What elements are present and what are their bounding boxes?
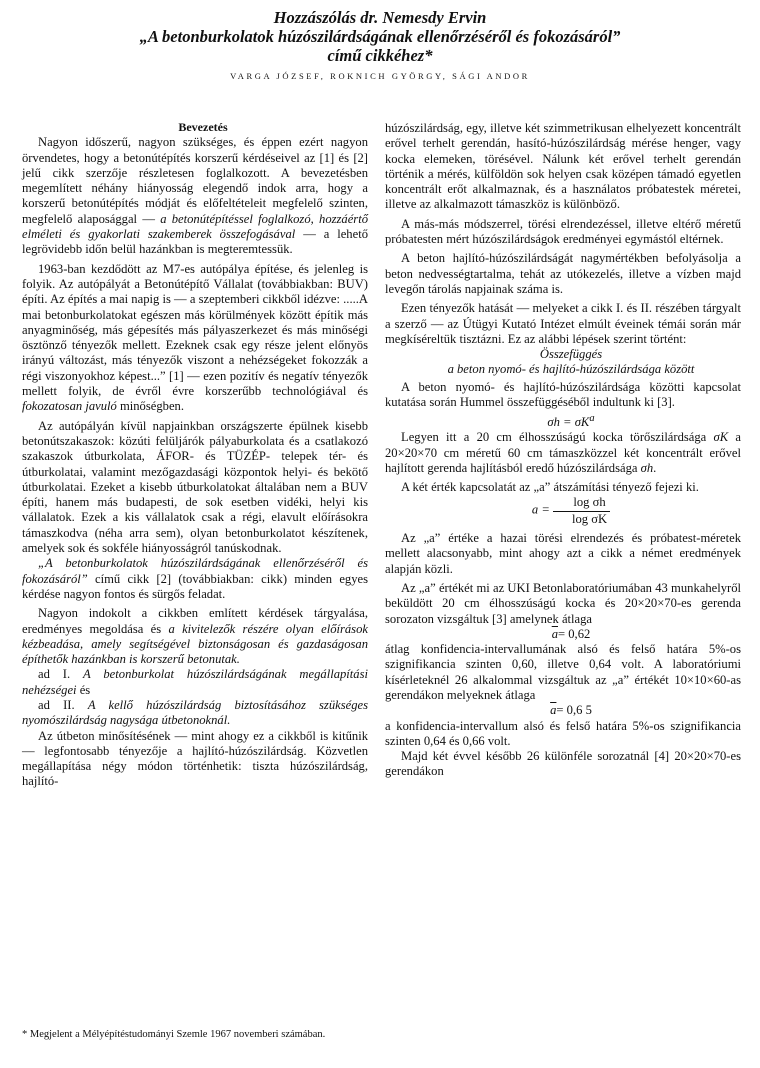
- footnote: [22, 1028, 368, 1041]
- article-header: [0, 8, 760, 81]
- footnote-text: * Megjelent a Mélyépítéstudományi Szemle 1967 novemberi számában.: [22, 1029, 326, 1040]
- fraction: $\frac{\text{log σh}}{\text{log σK}}$: [553, 495, 610, 527]
- paragraph: Az „a” értéke a hazai törési elrendezés és próbatest-méretek mellett alacsonyabb, mint ahogy azt a cikk a német eredmények alapján közli.: [385, 531, 741, 576]
- paragraph: a konfidencia-intervallum alsó és felső határa 5%-os szignifikancia szinten 0,64 és 0,66 volt.: [385, 718, 741, 748]
- paragraph: A beton nyomó- és hajlító-húzószilárdsága közötti kapcsolat kutatása során Hummel összefüggéséből indultunk ki [3].: [385, 380, 741, 410]
- formula-hummel: $\sigma h = \sigma K^a$: [547, 412, 595, 429]
- left-column: [22, 120, 368, 790]
- paragraph: ad II. A kellő húzószilárdság biztosításához szükséges nyomószilárdság nagysága útbetonoknál.: [22, 697, 368, 728]
- paragraph: Legyen itt a 20 cm élhosszúságú kocka törőszilárdsága σK a 20×20×70 cm méretű 60 cm támaszközzel két koncentrált erővel hajlított gerenda hajlításból eredő húzószilárdsága σh.: [385, 430, 741, 475]
- paragraph: Az útbeton minősítésének — mint ahogy ez a cikkből is kitűnik — legfontosabb tényezője a hajlító-húzószilárdság. Közvetlen megállapítása négy módon történhetik: tiszta húzószilárdság, hajlító-: [22, 728, 368, 789]
- subsection-subtitle: a beton nyomó- és hajlító-húzószilárdsága között: [447, 361, 695, 376]
- paragraph: 1963-ban kezdődött az M7-es autópálya építése, és jelenleg is folyik. Az autópályát a Betonútépítő Vállalat (továbbiakban: BUV) építi. Az építés a mai napig is — a szeptemberi cikkből idézve: .....A mai betonburkolatokat egészen más körülmények között építik más anyagminőség, más gépesítés más pályaszerkezet és más minőségi ösztönző tényezők mellett. Ezeknek csak egy része jelent előnyös irányú változást, más tényezők viszont a nehézségeket fokozzák a régi viszonyokhoz képest...” [1] — ezen pozitív és negatív tényezők mellett folyik, de évről évre korszerűbb technológiával és fokozatosan javuló minőségben.: [22, 261, 368, 414]
- paragraph: Nagyon időszerű, nagyon szükséges, és éppen ezért nagyon örvendetes, hogy a betonútépítés korszerű kérdéseivel az [1] és [2] jelű cikk szerzője részletesen foglalkozott. A bevezetésben megemlített néhány hiányosság elegendő indok arra, hogy a korszerű betonútépítés módját és előfeltételeit megfelelő szinten, megfelelő alaposággal — a betonútépítéssel foglalkozó, hozzáértő elméleti és gyakorlati szakemberek összefogásával — a lehető legrövidebb időn belül hazánkban is megteremtessük.: [22, 135, 369, 257]
- mean-value-2: $\overline{a}= 0,6$ 5: [550, 703, 592, 718]
- formula-a-ratio: a = $\frac{\text{log σh}}{\text{log σK}}$: [385, 495, 741, 527]
- paragraph: „A betonburkolatok húzószilárdságának ellenőrzéséről és fokozásáról” című cikk [2] (továbbiakban: cikk) minden egyes kérdése nagyon fontos és sürgős feladat.: [22, 556, 368, 601]
- title-line-1: Hozzászólás dr. Nemesdy Ervin: [273, 8, 487, 27]
- authors: VARGA JÓZSEF, ROKNICH GYÖRGY, SÁGI ANDOR: [230, 71, 530, 81]
- section-title: Bevezetés: [178, 120, 228, 134]
- paragraph: Nagyon indokolt a cikkben említett kérdések tárgyalása, eredményes megoldása és a kivitelezők részére olyan előírások kézbeadása, amely segítségével biztonságosan és gazdaságosan építhetők hazánkban is korszerű betonutak.: [22, 606, 368, 667]
- paragraph: Majd két évvel később 26 különféle sorozatnál [4] 20×20×70-es gerendákon: [385, 749, 741, 779]
- paragraph: húzószilárdság, egy, illetve két szimmetrikusan elhelyezett koncentrált erővel terhelt gerendán, hasító-húzószilárdság mérése henger, vagy kocka elemeken, törésével. Nálunk két erővel terhelt gerendán történik a mérés, külföldön sok helyen csak középen támadó egyetlen koncentrált erőt alkalmaznak, és a használatos próbatestek méretei, illetve az alkalmazott támaszköz is különböző.: [385, 121, 741, 212]
- title-line-3: című cikkéhez*: [327, 46, 433, 65]
- paragraph: Az autópályán kívül napjainkban országszerte épülnek kisebb betonútszakaszok: közúti felüljárók pályaburkolata és a csatlakozó szakaszok útburkolata, ÁFOR- és TÜZÉP- telepek tér- és útburkolatai, valamint mezőgazdasági központok helyi- és bekötő útburkolatai. Ezeket a kisebb útburkolatokat általában nem a BUV építi, hanem más budapesti, de sok esetben vidéki, helyi kis vállalatok. Ezek a kis vállalatok csak a régi, elavult előírásokra támaszkodva (néha arra sem), olyan betonburkolatot készítenek, amelyek sok és sokféle hiányosságról tanúskodnak.: [22, 418, 368, 556]
- paragraph: A két érték kapcsolatát az „a” átszámítási tényező fejezi ki.: [401, 480, 699, 495]
- paragraph: A más-más módszerrel, törési elrendezéssel, illetve eltérő méretű próbatesten mért húzószilárdságok eredményei egymástól eltérnek.: [385, 216, 741, 247]
- subsection-title: Összefüggés: [539, 347, 603, 362]
- paragraph: Az „a” értékét mi az UKI Betonlaboratóriumában 43 munkahelyről beküldött 20 cm élhosszúságú kocka és 20×20×70-es gerenda sorozaton vizsgáltuk [3] amelynek átlaga: [385, 580, 741, 626]
- paragraph: ad I. A betonburkolat húzószilárdságának megállapítási nehézségei és: [22, 667, 368, 697]
- paragraph: A beton hajlító-húzószilárdságát nagymértékben befolyásolja a beton nedvességtartalma, tehát az utókezelés, illetve a vízben majd levegőn tárolás napjainak száma is.: [385, 251, 741, 296]
- title-line-2: „A betonburkolatok húzószilárdságának ellenőrzéséről és fokozásáról”: [139, 27, 621, 46]
- paragraph: átlag konfidencia-intervallumának alsó és felső határa 5%-os szignifikancia szinten 0,60, illetve 0,64 volt. A laboratóriumi kísérleteknél 26 alkalommal vizsgáltuk az „a” értékét 10×10×60-as gerendákon melyeknek átlaga: [385, 642, 741, 702]
- right-column: [385, 121, 741, 780]
- mean-value-1: $\overline{a}= 0,62$: [551, 626, 591, 641]
- paragraph: Ezen tényezők hatását — melyeket a cikk I. és II. részében tárgyalt a szerző — az Útügyi Kutató Intézet elmúlt éveinek témái során már megkíséreltük tisztázni. Ez az alábbi lépések szerint történt:: [385, 301, 741, 346]
